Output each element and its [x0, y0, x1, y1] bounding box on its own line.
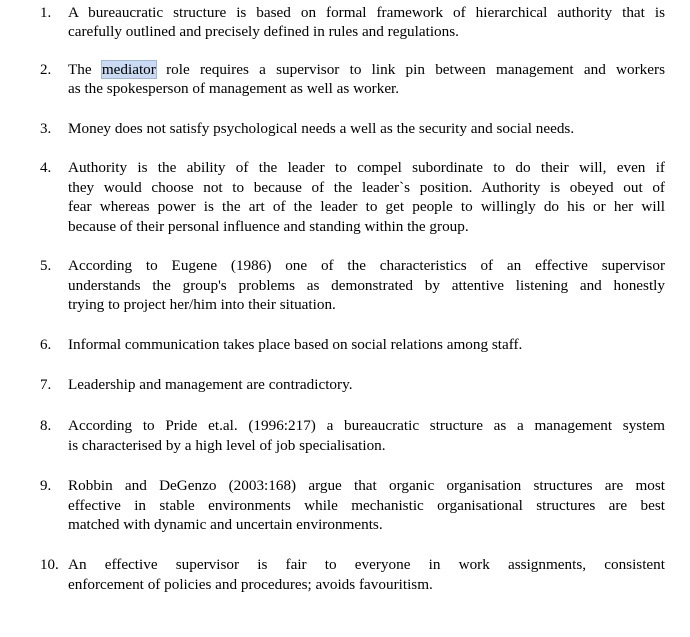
item-number: 8. — [40, 418, 52, 434]
item-text-line: Money does not satisfy psychological needs a well as the security and social needs. — [68, 120, 575, 137]
selected-word-highlight[interactable]: mediator — [101, 61, 156, 78]
item-text-line: carefully outlined and precisely defined in rules and regulations. — [68, 23, 459, 40]
item-number: 9. — [40, 478, 52, 494]
item-text-line: Robbin and DeGenzo (2003:168) argue that organic organisation structures are most — [68, 477, 665, 494]
item-text-line: matched with dynamic and uncertain environments. — [68, 516, 383, 533]
item-number: 5. — [40, 258, 52, 274]
item-text-line: as the spokesperson of management as well as worker. — [68, 80, 400, 97]
item-number: 10. — [40, 557, 59, 573]
item-text-segment: The — [68, 61, 102, 78]
item-text-line: trying to project her/him into their situation. — [68, 296, 336, 313]
item-text-line: enforcement of policies and procedures; avoids favouritism. — [68, 575, 433, 593]
item-text-line: Authority is the ability of the leader to compel subordinate to do their will, even if — [68, 159, 665, 176]
item-number: 6. — [40, 337, 52, 353]
item-text-line: they would choose not to because of the leader`s position. Authority is obeyed out of — [68, 178, 665, 196]
item-text-line: fear whereas power is the art of the leader to get people to willingly do his or her will — [68, 198, 665, 215]
item-text-line: According to Pride et.al. (1996:217) a bureaucratic structure as a management system — [68, 417, 665, 434]
item-text-line: A bureaucratic structure is based on formal framework of hierarchical authority that is — [68, 4, 665, 21]
item-number: 7. — [40, 377, 52, 393]
item-text-line: because of their personal influence and standing within the group. — [68, 217, 469, 235]
item-text-line: understands the group's problems as demonstrated by attentive listening and honestly — [68, 276, 665, 294]
item-text-line: is characterised by a high level of job specialisation. — [68, 436, 386, 454]
item-text-line: According to Eugene (1986) one of the characteristics of an effective supervisor — [68, 257, 665, 274]
item-text-line: An effective supervisor is fair to everyone in work assignments, consistent — [68, 556, 665, 573]
item-number: 4. — [40, 160, 52, 176]
item-text-line: Informal communication takes place based on social relations among staff. — [68, 336, 523, 353]
item-number: 1. — [40, 5, 52, 21]
item-number: 2. — [40, 62, 52, 78]
item-text-line: effective in stable environments while mechanistic organisational structures are best — [68, 496, 665, 514]
item-number: 3. — [40, 121, 52, 137]
item-text-line: Leadership and management are contradictory. — [68, 376, 353, 393]
item-text-line — [68, 60, 665, 80]
item-text-segment: role requires a supervisor to link pin between management and workers — [155, 61, 665, 78]
